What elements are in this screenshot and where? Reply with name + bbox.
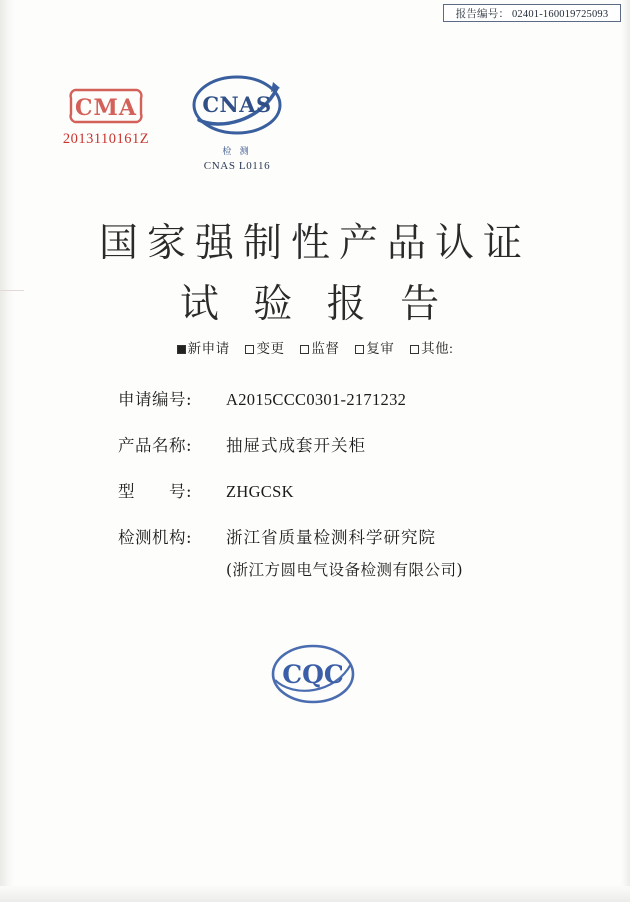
cnas-sub-label: 检 测 — [222, 146, 252, 156]
cma-mark — [41, 88, 171, 148]
field-value-testing-organization-second-line: (浙江方圆电气设备检测有限公司) — [226, 561, 464, 579]
svg-text:CQC: CQC — [282, 660, 344, 689]
cma-number: 2013110161Z — [62, 131, 150, 147]
checkbox-supervision[interactable] — [300, 337, 339, 357]
checkbox-new-application[interactable] — [177, 337, 230, 357]
field-label-application-number: 申请编号: — [118, 390, 193, 409]
checkbox-icon-unchecked — [355, 345, 364, 354]
cma-badge-icon — [69, 88, 143, 124]
checkbox-review[interactable] — [355, 337, 394, 357]
cnas-code: CNAS L0116 — [203, 160, 271, 172]
checkbox-change[interactable] — [245, 337, 284, 357]
checkbox-label-1: 变更 — [256, 341, 285, 356]
field-model — [118, 478, 538, 502]
field-testing-organization — [118, 524, 538, 548]
checkbox-label-0: 新申请 — [187, 341, 230, 356]
field-value-testing-organization: 浙江省质量检测科学研究院 — [226, 528, 436, 547]
checkbox-icon-unchecked — [245, 345, 254, 354]
scan-edge-right — [620, 0, 630, 902]
cnas-mark — [178, 72, 296, 172]
field-value-product-name: 抽屉式成套开关柜 — [226, 436, 366, 455]
checkbox-other[interactable] — [410, 337, 453, 357]
checkbox-icon-checked — [177, 345, 186, 354]
checkbox-icon-unchecked — [410, 345, 419, 354]
cnas-logo-icon — [185, 72, 289, 146]
cqc-seal — [265, 636, 361, 718]
svg-text:CNAS: CNAS — [202, 92, 272, 117]
field-list — [118, 386, 538, 600]
checkbox-label-2: 监督 — [311, 341, 340, 356]
report-number-text: 报告编号： 02401-160019725093 — [455, 8, 609, 20]
document-title-line2: 试 验 报 告 — [179, 282, 451, 327]
document-title-line1: 国家强制性产品认证 — [98, 221, 531, 266]
field-application-number — [118, 386, 538, 410]
field-product-name — [118, 432, 538, 456]
checkbox-icon-unchecked — [300, 345, 309, 354]
field-label-testing-organization: 检测机构: — [118, 528, 193, 547]
report-number-box — [443, 4, 621, 22]
checkbox-label-3: 复审 — [366, 341, 395, 356]
scan-edge-bottom — [0, 886, 630, 902]
field-label-model: 型 号: — [118, 482, 193, 501]
svg-text:CMA: CMA — [75, 95, 137, 121]
field-value-application-number: A2015CCC0301-2171232 — [226, 390, 407, 409]
checkbox-label-4: 其他: — [421, 341, 454, 356]
application-type-row — [0, 337, 630, 357]
scan-edge-left — [0, 0, 14, 902]
field-value-model: ZHGCSK — [226, 482, 294, 501]
field-label-product-name: 产品名称: — [118, 436, 193, 455]
